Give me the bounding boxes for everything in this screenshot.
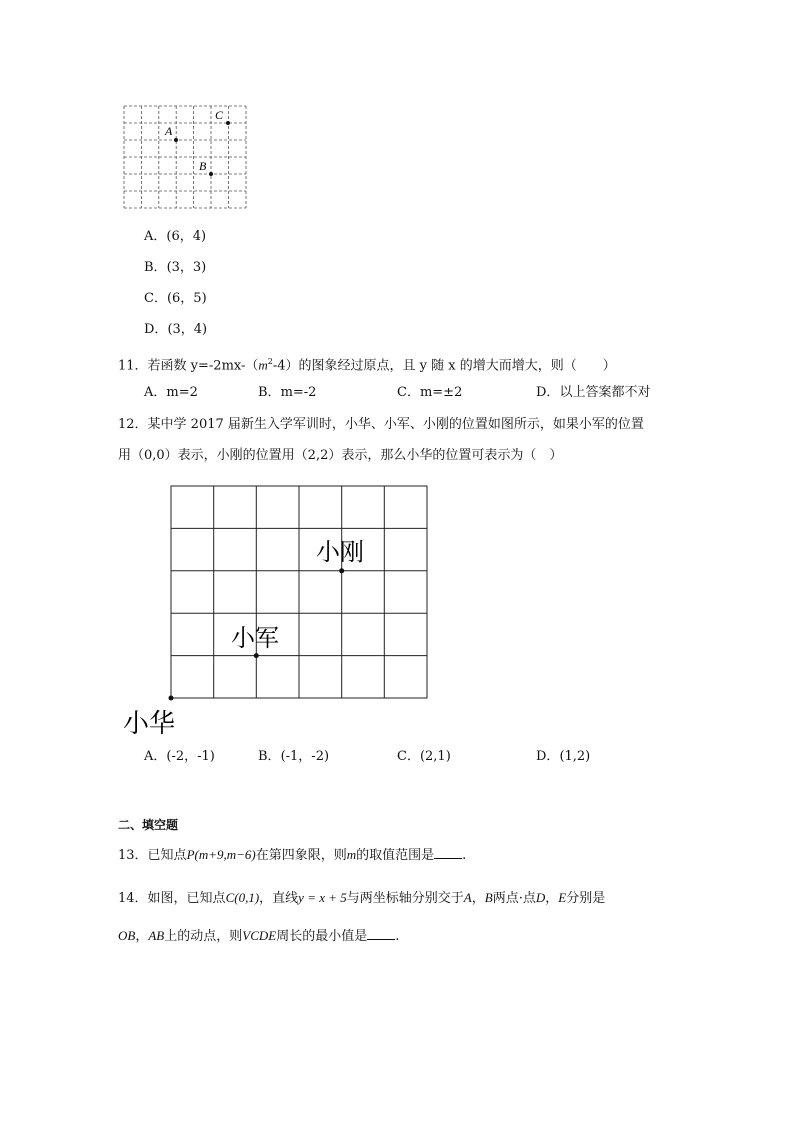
label-xiaohua: 小华 — [123, 709, 176, 738]
q12-option-a: A．(-2，-1) — [144, 749, 215, 764]
q11-option-a: A．m=2 — [144, 385, 198, 400]
q12-grid-figure — [118, 480, 438, 740]
label-c: C — [215, 108, 224, 122]
q14-answer-blank[interactable] — [367, 927, 395, 940]
label-b: B — [199, 159, 207, 173]
q10-option-b: B．(3，3) — [144, 260, 207, 275]
q12-question-line1: 12．某中学 2017 届新生入学军训时，小华、小军、小刚的位置如图所示，如果小军的位置 — [118, 417, 644, 432]
q10-option-c: C．(6，5) — [144, 291, 207, 306]
q11-option-b: B．m=-2 — [258, 385, 317, 400]
q10-option-d: D．(3，4) — [144, 322, 208, 337]
point-b — [209, 172, 213, 176]
q11-option-d: D．以上答案都不对 — [536, 385, 651, 400]
point-xiaogang — [339, 568, 344, 573]
point-a — [174, 138, 178, 142]
q11-option-c: C．m=±2 — [397, 385, 463, 400]
q11-question: 11．若函数 $y=-2mx-(m^2-4)$的图象经过原点，且 y 随 x 的增大而增大，则（ ） — [118, 357, 616, 374]
q10-grid-figure — [122, 104, 252, 212]
label-a: A — [165, 124, 173, 138]
point-c — [226, 121, 230, 125]
q13-question: 13．已知点P(m+9,m−6)在第四象限，则m的取值范围是 . — [118, 847, 467, 863]
q10-option-a: A．(6，4) — [144, 229, 207, 244]
q12-option-b: B．(-1，-2) — [258, 749, 330, 764]
q14-question-line1: 14．如图，已知点C(0,1)，直线y = x + 5与两坐标轴分别交于A，B两点·点D，E分别是 — [118, 890, 606, 906]
label-xiaojun: 小军 — [231, 626, 279, 652]
label-xiaogang: 小刚 — [316, 540, 364, 566]
point-xiaohua — [169, 696, 174, 701]
section-title-fill-in: 二、填空题 — [118, 818, 179, 832]
q13-answer-blank[interactable] — [434, 846, 462, 859]
point-xiaojun — [254, 653, 259, 658]
q14-question-line2: OB，AB上的动点，则VCDE周长的最小值是 . — [118, 928, 400, 944]
q12-option-c: C．(2,1) — [397, 749, 451, 764]
q12-option-d: D．(1,2) — [536, 749, 591, 764]
q12-question-line2: 用（0,0）表示，小刚的位置用（2,2）表示，那么小华的位置可表示为（ ） — [118, 448, 563, 463]
